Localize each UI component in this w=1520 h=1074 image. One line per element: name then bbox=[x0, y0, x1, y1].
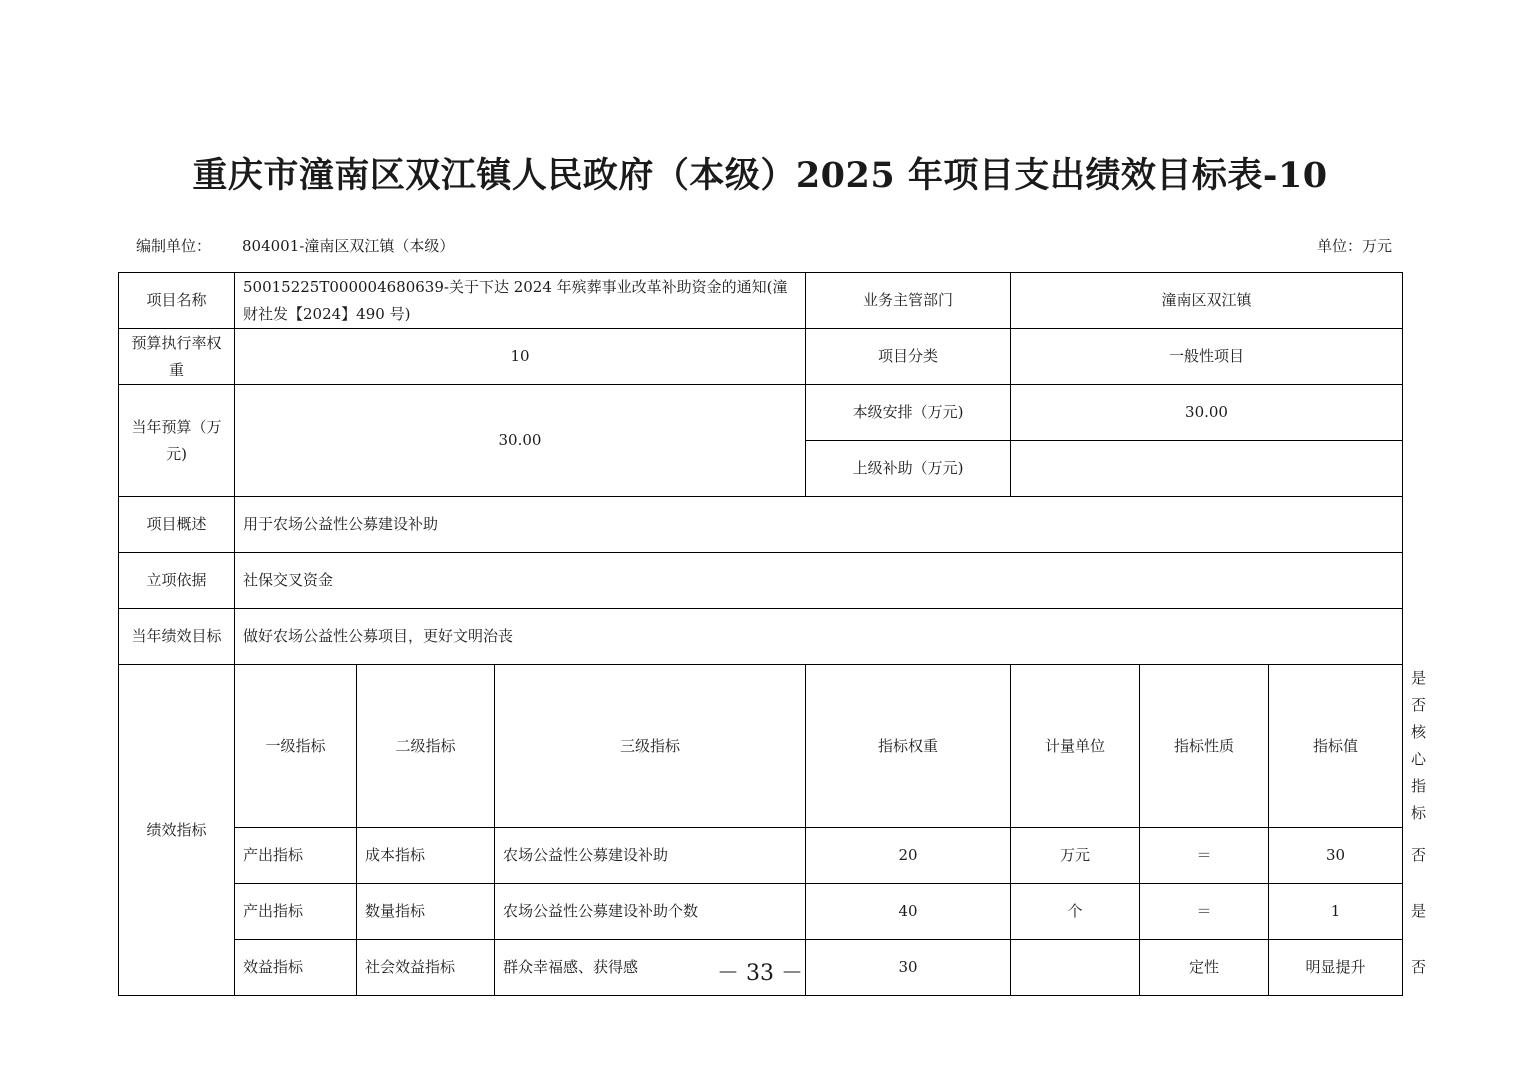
level2-indicator: 社会效益指标 bbox=[357, 940, 495, 996]
rate-weight-value: 10 bbox=[235, 329, 806, 385]
overview-value: 用于农场公益性公募建设补助 bbox=[235, 497, 1403, 553]
indicator-header: 指标权重 bbox=[806, 665, 1011, 828]
indicator-header: 一级指标 bbox=[235, 665, 357, 828]
basis-label: 立项依据 bbox=[119, 553, 235, 609]
indicator-weight: 40 bbox=[806, 884, 1011, 940]
basis-value: 社保交叉资金 bbox=[235, 553, 1403, 609]
category-label: 项目分类 bbox=[806, 329, 1011, 385]
annual-goal-label: 当年绩效目标 bbox=[119, 609, 235, 665]
table-row: 产出指标 数量指标 农场公益性公募建设补助个数 40 个 ＝ 1 是 bbox=[119, 884, 1403, 940]
budget-label: 当年预算（万元) bbox=[119, 385, 235, 497]
indicators-label: 绩效指标 bbox=[119, 665, 235, 996]
project-name-label: 项目名称 bbox=[119, 273, 235, 329]
local-funding-value: 30.00 bbox=[1011, 385, 1403, 441]
indicator-value: 30 bbox=[1269, 828, 1403, 884]
indicator-nature: ＝ bbox=[1140, 828, 1269, 884]
indicator-nature: 定性 bbox=[1140, 940, 1269, 996]
table-row: 产出指标 成本指标 农场公益性公募建设补助 20 万元 ＝ 30 否 bbox=[119, 828, 1403, 884]
dept-label: 业务主管部门 bbox=[806, 273, 1011, 329]
indicator-header: 指标性质 bbox=[1140, 665, 1269, 828]
rate-weight-label: 预算执行率权重 bbox=[119, 329, 235, 385]
category-value: 一般性项目 bbox=[1011, 329, 1403, 385]
indicator-value: 1 bbox=[1269, 884, 1403, 940]
level1-indicator: 效益指标 bbox=[235, 940, 357, 996]
indicator-weight: 20 bbox=[806, 828, 1011, 884]
performance-target-table: 项目名称 50015225T000004680639-关于下达 2024 年殡葬事业改革补助资金的通知(潼财社发【2024】490 号) 业务主管部门 潼南区双江镇 预算执行率权重 10 项目分类 一般性项目 当年预算（万元) 30.00 本级安排（万元) 30.00 上级补助（万元) 项目概述 用于农场公益性公募建设补助 立项依据 社保交叉资金 当年绩效目标 做好农场公益性公募项目，更好文明治丧 绩效指标 一级指标 二级指标 三级指标 指标权重 计量单位 指标性质 指标值 是否核心指标 产出指标 成本指标 农场公益性公募建设补助 20 万元 ＝ 30 否 产出指标 数量指标 农场公益性公募建设补助个数 40 个 ＝ 1 是 效益指标 社会效益指标 群众幸福感、获得感 30 定性 明显提升 否 bbox=[118, 272, 1403, 996]
upper-subsidy-value bbox=[1011, 441, 1403, 497]
page-title: 重庆市潼南区双江镇人民政府（本级）2025 年项目支出绩效目标表-10 bbox=[192, 155, 1328, 196]
local-funding-label: 本级安排（万元) bbox=[806, 385, 1011, 441]
level1-indicator: 产出指标 bbox=[235, 884, 357, 940]
level2-indicator: 数量指标 bbox=[357, 884, 495, 940]
indicator-weight: 30 bbox=[806, 940, 1011, 996]
indicator-header: 二级指标 bbox=[357, 665, 495, 828]
compiling-unit bbox=[136, 235, 454, 256]
indicator-value: 明显提升 bbox=[1269, 940, 1403, 996]
compiling-unit-label: 编制单位： bbox=[136, 237, 212, 255]
level1-indicator: 产出指标 bbox=[235, 828, 357, 884]
overview-label: 项目概述 bbox=[119, 497, 235, 553]
upper-subsidy-label: 上级补助（万元) bbox=[806, 441, 1011, 497]
table-row: 效益指标 社会效益指标 群众幸福感、获得感 30 定性 明显提升 否 bbox=[119, 940, 1403, 996]
project-name-value: 50015225T000004680639-关于下达 2024 年殡葬事业改革补助资金的通知(潼财社发【2024】490 号) bbox=[235, 273, 806, 329]
currency-unit: 单位：万元 bbox=[1316, 237, 1392, 255]
level3-indicator: 群众幸福感、获得感 bbox=[495, 940, 806, 996]
level2-indicator: 成本指标 bbox=[357, 828, 495, 884]
measure-unit: 个 bbox=[1011, 884, 1140, 940]
compiling-unit-value: 804001-潼南区双江镇（本级） bbox=[242, 237, 455, 255]
indicator-header: 计量单位 bbox=[1011, 665, 1140, 828]
measure-unit: 万元 bbox=[1011, 828, 1140, 884]
indicator-header: 三级指标 bbox=[495, 665, 806, 828]
dept-value: 潼南区双江镇 bbox=[1011, 273, 1403, 329]
level3-indicator: 农场公益性公募建设补助 bbox=[495, 828, 806, 884]
annual-goal-value: 做好农场公益性公募项目，更好文明治丧 bbox=[235, 609, 1403, 665]
indicator-nature: ＝ bbox=[1140, 884, 1269, 940]
level3-indicator: 农场公益性公募建设补助个数 bbox=[495, 884, 806, 940]
indicator-header: 指标值 bbox=[1269, 665, 1403, 828]
page-number: － 33 － bbox=[717, 961, 803, 986]
budget-value: 30.00 bbox=[235, 385, 806, 497]
